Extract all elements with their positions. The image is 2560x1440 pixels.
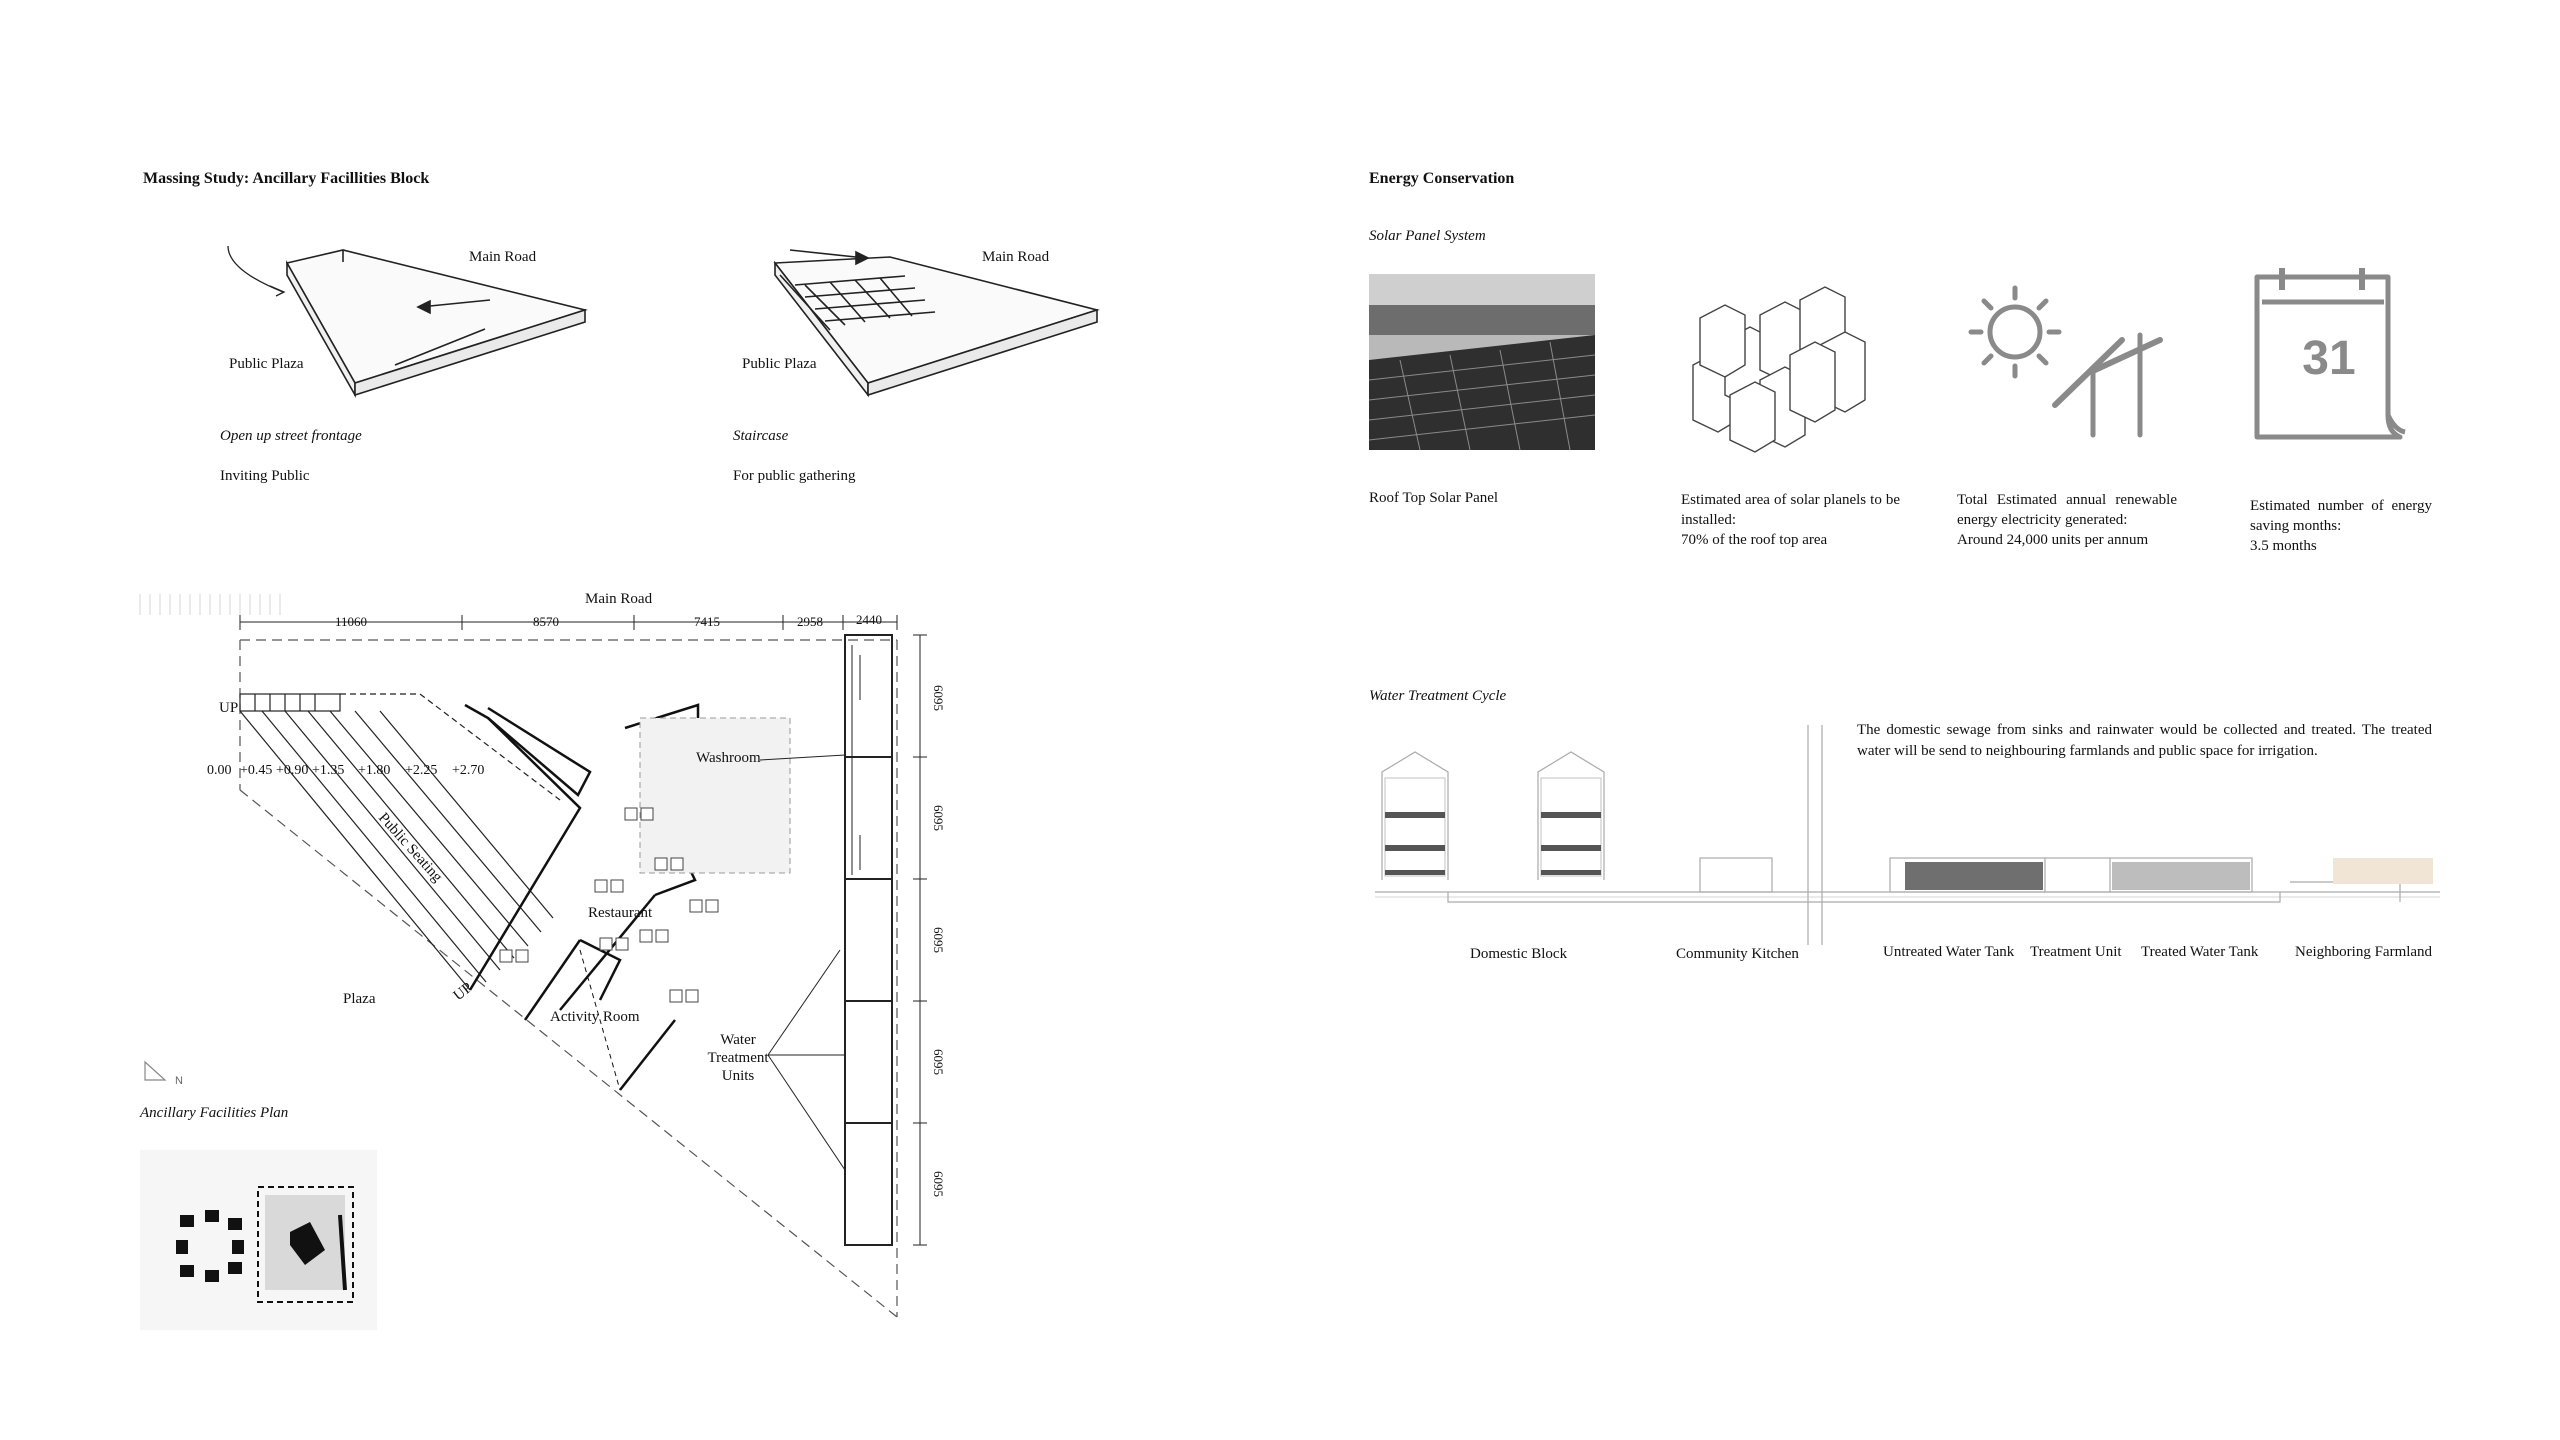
room-washroom: Washroom xyxy=(696,750,761,766)
energy-item-2-value: 70% of the roof top area xyxy=(1681,532,1828,548)
room-water-3: Units xyxy=(721,1068,755,1084)
level-3: +1.35 xyxy=(312,763,345,778)
dim-top-1: 11060 xyxy=(335,614,368,629)
room-public-seating: Public Seating xyxy=(375,809,446,886)
massing-left-caption: Open up street frontage xyxy=(220,428,362,444)
section-label-4: Treatment Unit xyxy=(2030,944,2122,960)
plan-up-bottom: UP xyxy=(450,979,476,1005)
section-label-2: Community Kitchen xyxy=(1676,946,1799,962)
room-activity: Activity Room xyxy=(550,1009,640,1025)
dim-top-5: 2440 xyxy=(856,612,882,627)
section-label-6: Neighboring Farmland xyxy=(2295,944,2433,960)
dim-top-4: 2958 xyxy=(797,614,823,629)
north-label: N xyxy=(175,1075,183,1087)
dim-top-2: 8570 xyxy=(533,614,559,629)
level-5: +2.25 xyxy=(405,763,438,778)
dim-right-4: 6095 xyxy=(931,1049,946,1075)
massing-title: Massing Study: Ancillary Facillities Block xyxy=(143,170,430,187)
massing-left-subcaption: Inviting Public xyxy=(220,468,310,484)
water-description: The domestic sewage from sinks and rainwater would be collected and treated. The treated water will be send to neighbouring farmlands and public space for irrigation. xyxy=(1857,722,2432,759)
level-6: +2.70 xyxy=(452,763,485,778)
massing-right-caption: Staircase xyxy=(733,428,789,444)
massing-left-main-road: Main Road xyxy=(469,249,537,265)
section-labels xyxy=(1470,944,2433,962)
massing-right-subcaption: For public gathering xyxy=(733,468,856,484)
level-4: +1.80 xyxy=(358,763,391,778)
plan-main-road: Main Road xyxy=(585,591,653,607)
energy-item-3-text: Total Estimated annual renewable energy electricity generated: Around 24,000 units per annum xyxy=(1957,492,2177,548)
massing-right-main-road: Main Road xyxy=(982,249,1050,265)
energy-item-4-text: Estimated number of energy saving months: 3.5 months xyxy=(2250,498,2432,554)
room-water-1: Water xyxy=(720,1032,756,1048)
level-2: +0.90 xyxy=(276,763,309,778)
section-buildings-floors xyxy=(1385,812,2250,890)
massing-right-plaza: Public Plaza xyxy=(742,356,817,372)
massing-left-plaza: Public Plaza xyxy=(229,356,304,372)
dim-right-5: 6095 xyxy=(931,1171,946,1197)
energy-item-3-value: Around 24,000 units per annum xyxy=(1957,532,2149,548)
energy-title: Energy Conservation xyxy=(1369,170,1515,187)
dim-right-3: 6095 xyxy=(931,927,946,953)
room-water-2: Treatment xyxy=(707,1050,769,1066)
energy-item-1-text: Roof Top Solar Panel xyxy=(1369,490,1499,506)
farmland-patch xyxy=(2333,858,2433,884)
plan-up-left: UP xyxy=(219,700,239,716)
section-label-3: Untreated Water Tank xyxy=(1883,944,2015,960)
level-0: 0.00 xyxy=(207,763,232,778)
level-1: +0.45 xyxy=(240,763,273,778)
room-plaza: Plaza xyxy=(343,991,376,1007)
room-restaurant: Restaurant xyxy=(588,905,653,921)
solar-subtitle: Solar Panel System xyxy=(1369,228,1486,244)
dim-top-3: 7415 xyxy=(694,614,720,629)
dim-right-2: 6095 xyxy=(931,805,946,831)
section-label-5: Treated Water Tank xyxy=(2141,944,2259,960)
energy-item-2-text: Estimated area of solar planels to be installed: 70% of the roof top area xyxy=(1681,492,1900,548)
water-subtitle: Water Treatment Cycle xyxy=(1369,688,1507,704)
calendar-number: 31 xyxy=(2302,332,2356,385)
energy-item-4-value: 3.5 months xyxy=(2250,538,2317,554)
dim-right-1: 6095 xyxy=(931,685,946,711)
plan-title: Ancillary Facilities Plan xyxy=(140,1105,289,1121)
section-label-1: Domestic Block xyxy=(1470,946,1568,962)
